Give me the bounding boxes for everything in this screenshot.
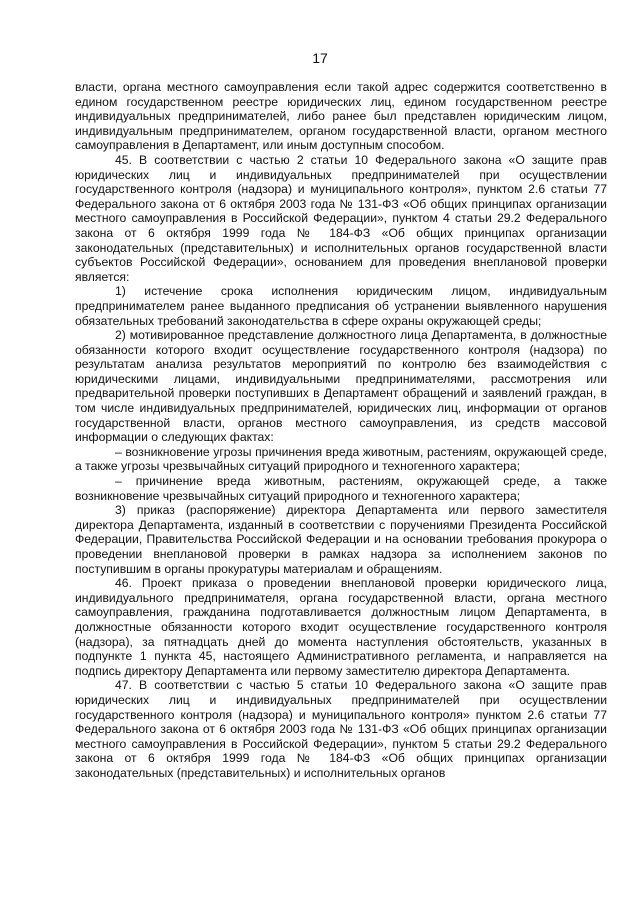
list-subitem-threat: – возникновение угрозы причинения вреда животным, растениям, окружающей среде, а также угрозы чрезвычайных ситуаций природного и техногенного характера;	[75, 444, 607, 474]
paragraph-46: 46. Проект приказа о проведении внеплановой проверки юридического лица, индивидуального предпринимателя, органа государственной власти, органа местного самоуправления, гражданина подготавливается должностным лицом Департамента, в должностные обязанности которого входит осуществление государственного контроля (надзора), за пятнадцать дней до момента наступления обстоятельств, указанных в подпункте 1 пункта 45, настоящего Административного регламента, и направляется на подпись директору Департамента или первому заместителю директора Департамента.	[75, 576, 607, 678]
paragraph-continuation: власти, органа местного самоуправления если такой адрес содержится соответственно в едином государственном реестре юридических лиц, едином государственном реестре индивидуальных предпринимателей, либо ранее был представлен юридическим лицом, индивидуальным предпринимателем, органом государственной власти, органом местного самоуправления в Департамент, или иным доступным способом.	[75, 80, 607, 153]
list-item-3: 3) приказ (распоряжение) директора Департамента или первого заместителя директора Департамента, изданный в соответствии с поручениями Президента Российской Федерации, Правительства Российской Федерации и на основании требования прокурора о проведении внеплановой проверки в рамках надзора за исполнением законов по поступившим в органы прокуратуры материалам и обращениям.	[75, 503, 607, 576]
list-subitem-harm: – причинение вреда животным, растениям, окружающей среде, а также возникновение чрезвычайных ситуаций природного и техногенного характера;	[75, 474, 607, 503]
paragraph-45: 45. В соответствии с частью 2 статьи 10 Федерального закона «О защите прав юридических лиц и индивидуальных предпринимателей при осуществлении государственного контроля (надзора) и муниципального контроля», пунктом 2.6 статьи 77 Федерального закона от 6 октября 2003 года № 131-ФЗ «Об общих принципах организации местного самоуправления в Российской Федерации», пунктом 4 статьи 29.2 Федерального закона от 6 октября 1999 года № 184-ФЗ «Об общих принципах организации законодательных (представительных) и исполнительных органов государственной власти субъектов Российской Федерации», основанием для проведения внеплановой проверки является:	[75, 152, 607, 284]
list-item-1: 1) истечение срока исполнения юридическим лицом, индивидуальным предпринимателем ранее выданного предписания об устранении выявленного нарушения обязательных требований законодательства в сфере охраны окружающей среды;	[75, 284, 607, 328]
page-number: 17	[312, 50, 328, 66]
document-body	[75, 80, 607, 781]
list-item-2: 2) мотивированное представление должностного лица Департамента, в должностные обязанности которого входит осуществление государственного контроля (надзора) по результатам анализа результатов мероприятий по контролю без взаимодействия с юридическими лицами, индивидуальными предпринимателями, рассмотрения или предварительной проверки поступивших в Департамент обращений и заявлений граждан, в том числе индивидуальных предпринимателей, юридических лиц, информации от органов государственной власти, органов местного самоуправления, из средств массовой информации о следующих фактах:	[75, 328, 607, 445]
paragraph-47: 47. В соответствии с частью 5 статьи 10 Федерального закона «О защите прав юридических лиц и индивидуальных предпринимателей при осуществлении государственного контроля (надзора) и муниципального контроля» пунктом 2.6 статьи 77 Федерального закона от 6 октября 2003 года № 131-ФЗ «Об общих принципах организации местного самоуправления в Российской Федерации», пунктом 5 статьи 29.2 Федерального закона от 6 октября 1999 года № 184-ФЗ «Об общих принципах организации законодательных (представительных) и исполнительных органов	[75, 678, 607, 780]
